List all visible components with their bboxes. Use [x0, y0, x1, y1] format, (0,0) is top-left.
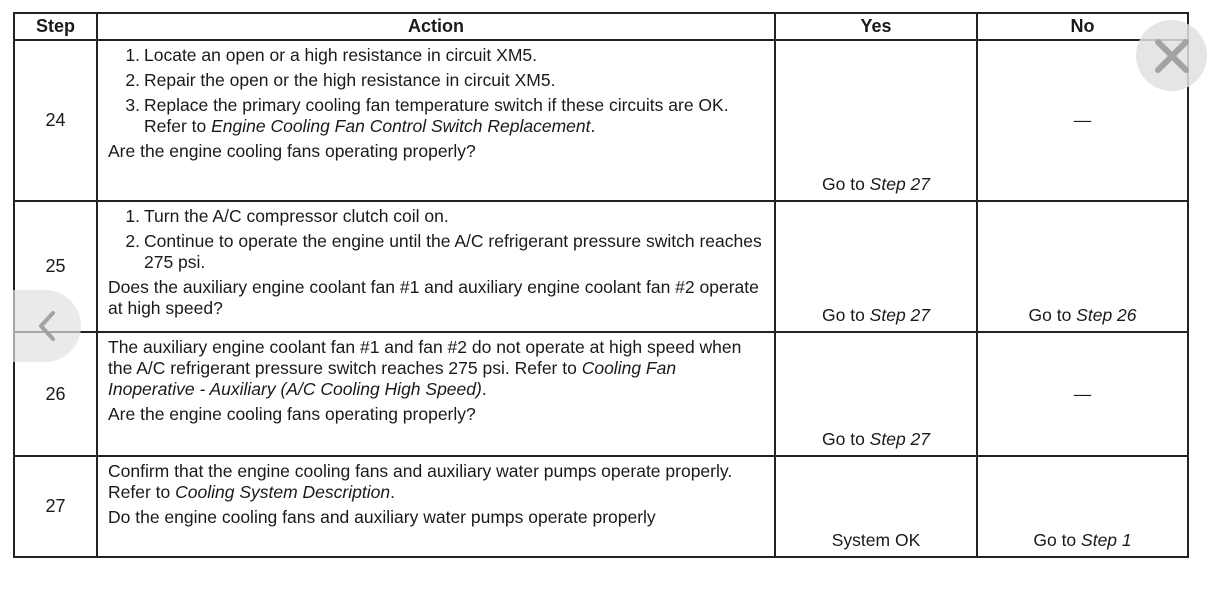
header-no: No — [977, 13, 1188, 40]
no-cell: Go to Step 1 — [977, 456, 1188, 557]
list-item: 2. Continue to operate the engine until the A/C refrigerant pressure switch reaches 275 psi. — [125, 231, 762, 272]
action-cell — [97, 201, 775, 332]
step-number: 27 — [14, 456, 97, 557]
no-cell: — — [977, 332, 1188, 456]
step-number: 24 — [14, 40, 97, 201]
instruction-text: Confirm that the engine cooling fans and auxiliary water pumps operate properly. Refer to Cooling System Description. — [108, 461, 733, 502]
question-text: Are the engine cooling fans operating properly? — [108, 141, 476, 161]
close-button[interactable] — [1136, 20, 1207, 91]
list-item: 2. Repair the open or the high resistance in circuit XM5. — [125, 70, 556, 90]
action-cell — [97, 40, 775, 201]
action-list — [108, 45, 766, 137]
list-item: 3. Replace the primary cooling fan temperature switch if these circuits are OK. Refer to Engine Cooling Fan Control Switch Replacement. — [125, 95, 729, 136]
action-cell — [97, 332, 775, 456]
no-cell: Go to Step 26 — [977, 201, 1188, 332]
chevron-left-icon — [35, 309, 59, 343]
reference-link: Cooling Fan Inoperative - Auxiliary (A/C Cooling High Speed) — [108, 358, 677, 399]
question-text: Do the engine cooling fans and auxiliary water pumps operate properly — [108, 507, 656, 527]
instruction-text: The auxiliary engine coolant fan #1 and fan #2 do not operate at high speed when the A/C refrigerant pressure switch reaches 275 psi. Refer to Cooling Fan Inoperative - Auxiliary (A/C Cooling High Speed). — [108, 337, 742, 399]
diagnostic-table — [13, 12, 1189, 558]
table-row — [14, 201, 1188, 332]
close-icon — [1152, 36, 1192, 76]
yes-cell: Go to Step 27 — [775, 201, 977, 332]
no-cell: — — [977, 40, 1188, 201]
yes-cell: Go to Step 27 — [775, 40, 977, 201]
header-yes: Yes — [775, 13, 977, 40]
action-cell — [97, 456, 775, 557]
question-text: Does the auxiliary engine coolant fan #1 and auxiliary engine coolant fan #2 operate at high speed? — [108, 277, 759, 318]
list-item: 1. Turn the A/C compressor clutch coil on. — [125, 206, 449, 226]
reference-link: Cooling System Description — [175, 482, 391, 502]
header-action: Action — [97, 13, 775, 40]
table-row — [14, 40, 1188, 201]
step-number: 25 — [14, 201, 97, 332]
list-item: 1. Locate an open or a high resistance in circuit XM5. — [125, 45, 537, 65]
table-row — [14, 456, 1188, 557]
yes-cell: System OK — [775, 456, 977, 557]
header-row — [14, 13, 1188, 40]
reference-link: Engine Cooling Fan Control Switch Replacement — [211, 116, 591, 136]
step-number: 26 — [14, 332, 97, 456]
table-row — [14, 332, 1188, 456]
action-list — [108, 206, 766, 273]
header-step: Step — [14, 13, 97, 40]
yes-cell: Go to Step 27 — [775, 332, 977, 456]
question-text: Are the engine cooling fans operating properly? — [108, 404, 476, 424]
troubleshooting-table-page — [13, 12, 1187, 558]
